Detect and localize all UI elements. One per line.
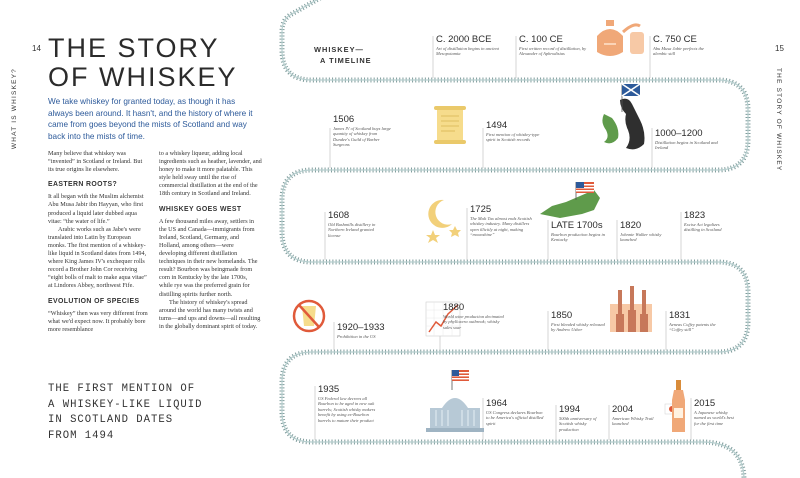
heading-eastern-roots: EASTERN ROOTS?: [48, 181, 118, 189]
column-2: to a whiskey liqueur, adding local ingredients such as heather, lavender, and honey to make it more palatable. This style held sway until the rise of commercial distillation at the end of the 18th century in Scotland and Ireland. WHISKEY GOES WEST A few thousand miles away, settlers in the US and Canada—immigrants from Ireland, Scotland, Germany, and Holland, among others—were developing different distillation techniques in their new homelands. The result? Bourbon was beingmade from corn in Kentucky by the late 1700s, while rye was the preferred grain for distilling spirits further north. The history of whiskey's spread around the world has many twists and turns—and ups and downs—all resulting in the globally dominant spirit of today.: [159, 150, 262, 330]
intro-paragraph: We take whiskey for granted today, as though it has always been around. It hasn't, and the history of where it came from goes beyond the mists of Scotland and way back into the mists of time.: [48, 97, 253, 141]
pull-quote: THE FIRST MENTION OF A WHISKEY-LIKE LIQUID IN SCOTLAND DATES FROM 1494: [48, 383, 203, 442]
distillery-stills-icon: [610, 286, 652, 332]
timeline-event: 1820 Johnnie Walker whisky launched: [620, 220, 662, 243]
page-number-right: 15: [775, 44, 784, 53]
timeline-event: 1964 US Congress declares Bourbon to be America's official distilled spirit: [486, 398, 544, 426]
scroll-icon: [434, 106, 466, 144]
timeline-event: C. 100 CE First written record of distillation, by Alexander of Aphrodisias: [519, 34, 587, 57]
timeline-title: WHISKEY— A TIMELINE: [314, 45, 372, 65]
timeline-event: 1831 Aeneas Coffey patents the “Coffey still”: [669, 310, 716, 333]
timeline-event: LATE 1700s Bourbon production begins in Kentucky: [551, 220, 605, 243]
timeline-event: 1935 US Federal law decrees all Bourbon to be aged in new oak barrels; Scottish whisky makers benefit by using ex-Bourbon barrels to mature their product: [318, 384, 376, 423]
timeline-event: 2015 A Japanese whisky named as world's best for the first time: [694, 398, 734, 426]
running-head-right: THE STORY OF WHISKEY: [775, 68, 782, 172]
timeline-event: 1000–1200 Distillation begins in Scotland and Ireland: [655, 128, 718, 151]
timeline-event: 2004 American Whisky Trail launched: [612, 404, 654, 427]
heading-whiskey-goes-west: WHISKEY GOES WEST: [159, 205, 242, 213]
no-drinking-icon: [294, 301, 324, 331]
timeline-event: 1850 First blended whisky released by Andrew Usher: [551, 310, 605, 333]
timeline-event: 1994 500th anniversary of Scottish whisky production: [559, 404, 597, 432]
timeline-event: 1506 James IV of Scotland buys large quantity of whiskey from Dundee's Guild of Barber Surgeons: [333, 114, 391, 148]
timeline-event: 1823 Excise Act legalizes distilling in Scotland: [684, 210, 722, 233]
timeline-event: 1725 The Malt Tax almost ends Scottish whiskey industry. Many distillers open illicitly at night, making “moonshine”: [470, 204, 532, 238]
timeline-event: 1920–1933 Prohibition in the US: [337, 322, 385, 339]
timeline-event: C. 2000 BCE Art of distillation begins in ancient Mesopotamia: [436, 34, 499, 57]
kentucky-map-icon: [540, 182, 600, 218]
page-title: THE STORY OF WHISKEY: [48, 33, 238, 92]
heading-evolution: EVOLUTION OF SPECIES: [48, 297, 140, 305]
timeline-event: C. 750 CE Abu Musa Jabir perfects the alembic still: [653, 34, 704, 57]
timeline-event: 1608 Old Bushmills distillery in Northern Ireland granted license: [328, 210, 376, 238]
moon-stars-icon: [426, 200, 461, 243]
page-number-left: 14: [32, 44, 41, 53]
column-1: Many believe that whiskey was “invented” in Scotland or Ireland. But its true origins lie elsewhere. EASTERN ROOTS? It all began with the Muslim alchemist Abu Musa Jabir ibn Hayyan, who first produced a liquid later dubbed aqua vitae: “the water of life.” Arabic works such as Jabe's were translated into Latin by European monks. The first mention of a whiskey-like liquid in Scotland dates from 1494, where King James IV's exchequer rolls record a Brother John Cor receiving “eight bolls of malt to make aqua vitae” at Lindores Abbey, northwest Fife. EVOLUTION OF SPECIES “Whiskey” then was very different from what we'd expect now. It probably bore more resemblance: [48, 150, 148, 333]
running-head-left: WHAT IS WHISKEY?: [11, 68, 18, 150]
whisky-bottle-icon: [665, 380, 685, 432]
scotland-ireland-map-icon: [602, 84, 644, 149]
timeline-event: 1494 First mention of whiskey-type spirit in Scottish records: [486, 120, 540, 143]
capitol-building-icon: [426, 370, 484, 432]
timeline-event: 1880 World wine production decimated by phylloxera outbreak; whisky sales soar: [443, 302, 504, 330]
alembic-still-icon: [597, 20, 644, 56]
